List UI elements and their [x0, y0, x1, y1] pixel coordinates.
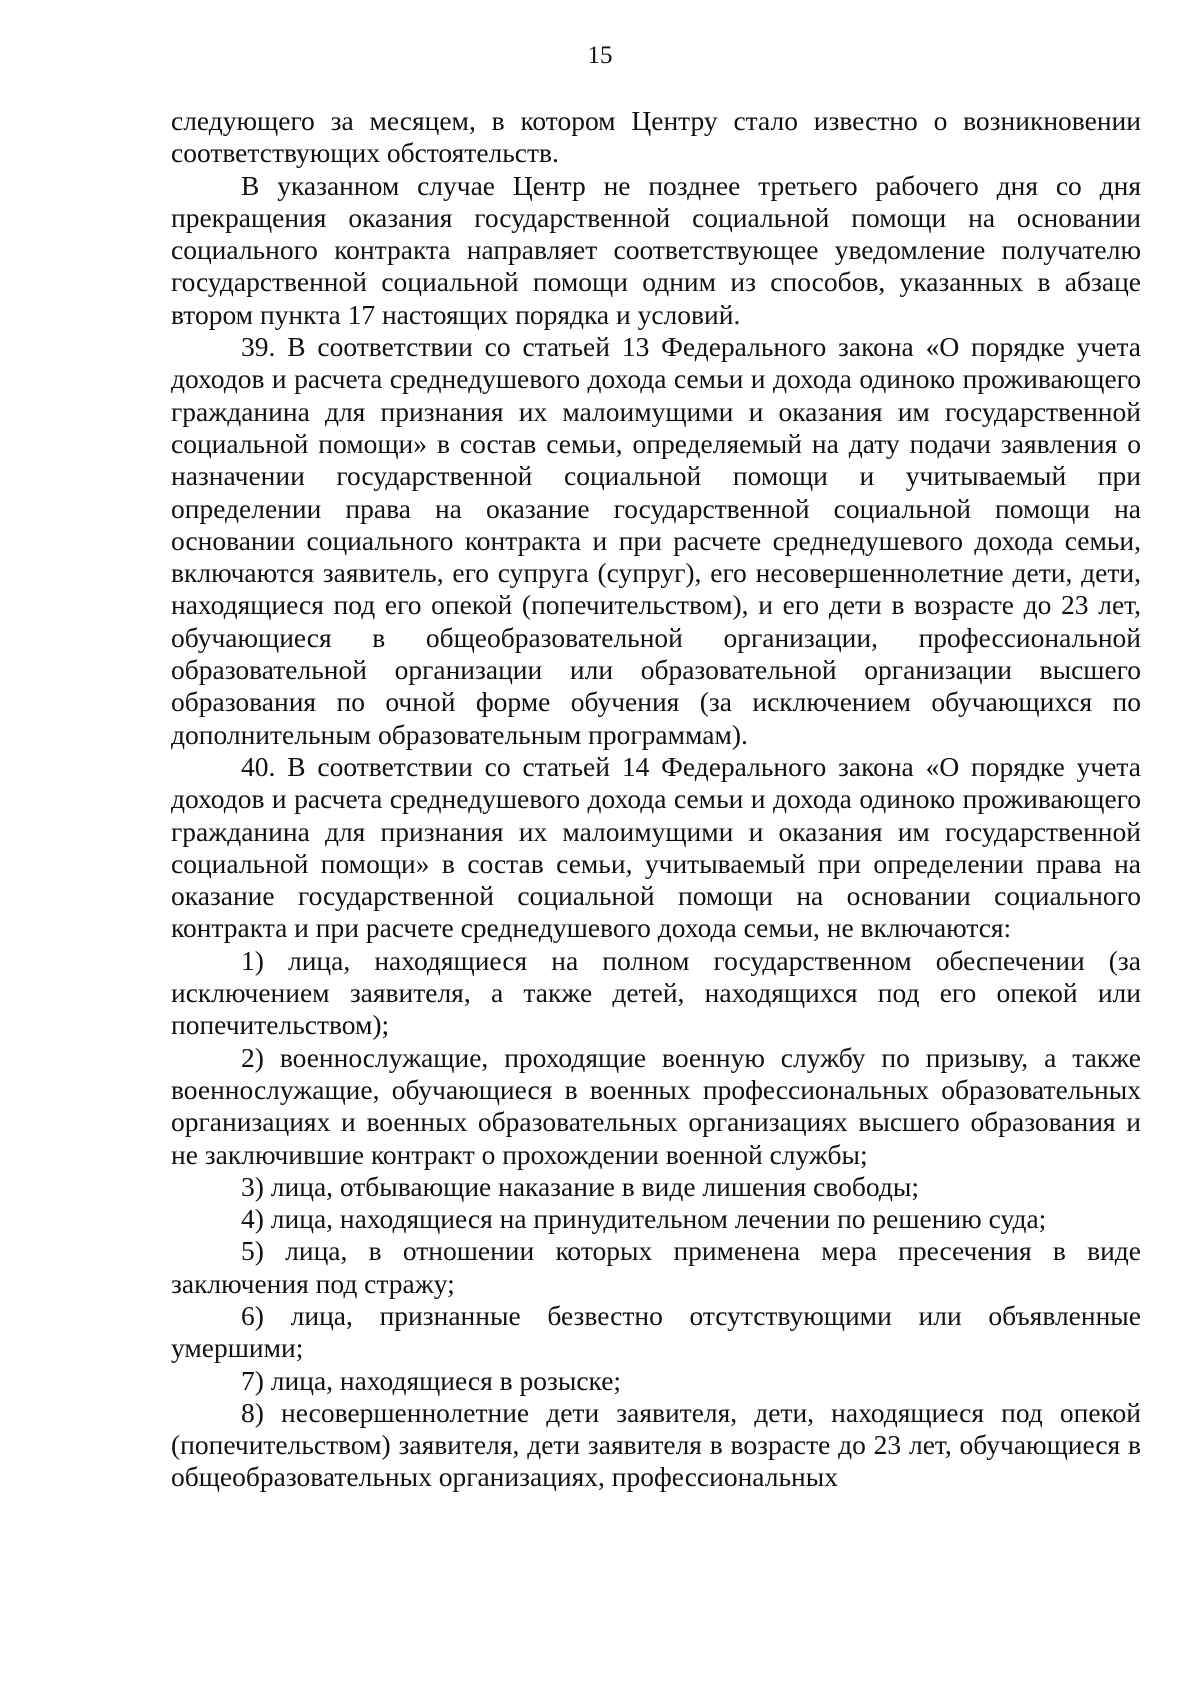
list-item-4: 4) лица, находящиеся на принудительном лечении по решению суда; — [241, 1203, 1047, 1235]
list-item-7: 7) лица, находящиеся в розыске; — [241, 1364, 622, 1396]
list-item-6: 6) лица, признанные безвестно отсутствующими или объявленные умершими; — [171, 1299, 1141, 1364]
paragraph-item-39: 39. В соответствии со статьей 13 Федерального закона «О порядке учета доходов и расчета среднедушевого дохода семьи и дохода одиноко проживающего гражданина для признания их малоимущими и оказания им государственной социальной помощи» в состав семьи, определяемый на дату подачи заявления о назначении государственной социальной помощи и учитываемый при определении права на оказание государственной социальной помощи на основании социального контракта и при расчете среднедушевого дохода семьи, включаются заявитель, его супруга (супруг), его несовершеннолетние дети, дети, находящиеся под его опекой (попечительством), и его дети в возрасте до 23 лет, обучающиеся в общеобразовательной организации, профессиональной образовательной организации или образовательной организации высшего образования по очной форме обучения (за исключением обучающихся по дополнительным образовательным программам). — [171, 331, 1141, 750]
list-item-1: 1) лица, находящиеся на полном государственном обеспечении (за исключением заявителя, а также детей, находящихся под его опекой или попечительством); — [171, 944, 1141, 1041]
list-item-2: 2) военнослужащие, проходящие военную службу по призыву, а также военнослужащие, обучающиеся в военных профессиональных образовательных организациях и военных образовательных организациях высшего образования и не заключившие контракт о прохождении военной службы; — [171, 1041, 1141, 1170]
paragraph-continuation: следующего за месяцем, в котором Центру стало известно о возникновении соответствующих обстоятельств. — [171, 105, 1141, 169]
paragraph-item-40: 40. В соответствии со статьей 14 Федерального закона «О порядке учета доходов и расчета среднедушевого дохода семьи и дохода одиноко проживающего гражданина для признания их малоимущими и оказания им государственной социальной помощи» в состав семьи, учитываемый при определении права на оказание государственной социальной помощи на основании социального контракта и при расчете среднедушевого дохода семьи, не включаются: — [171, 750, 1141, 944]
list-item-8: 8) несовершеннолетние дети заявителя, дети, находящиеся под опекой (попечительством) заявителя, дети заявителя в возрасте до 23 лет, обучающиеся в общеобразовательных организациях, профессиональных — [171, 1396, 1141, 1493]
paragraph-notification: В указанном случае Центр не позднее третьего рабочего дня со дня прекращения оказания государственной социальной помощи на основании социального контракта направляет соответствующее уведомление получателю государственной социальной помощи одним из способов, указанных в абзаце втором пункта 17 настоящих порядка и условий. — [171, 169, 1141, 330]
page-number: 15 — [587, 42, 613, 69]
list-item-5: 5) лица, в отношении которых применена мера пресечения в виде заключения под стражу; — [171, 1235, 1141, 1299]
list-item-3: 3) лица, отбывающие наказание в виде лишения свободы; — [241, 1170, 919, 1202]
document-body — [171, 105, 1141, 1494]
